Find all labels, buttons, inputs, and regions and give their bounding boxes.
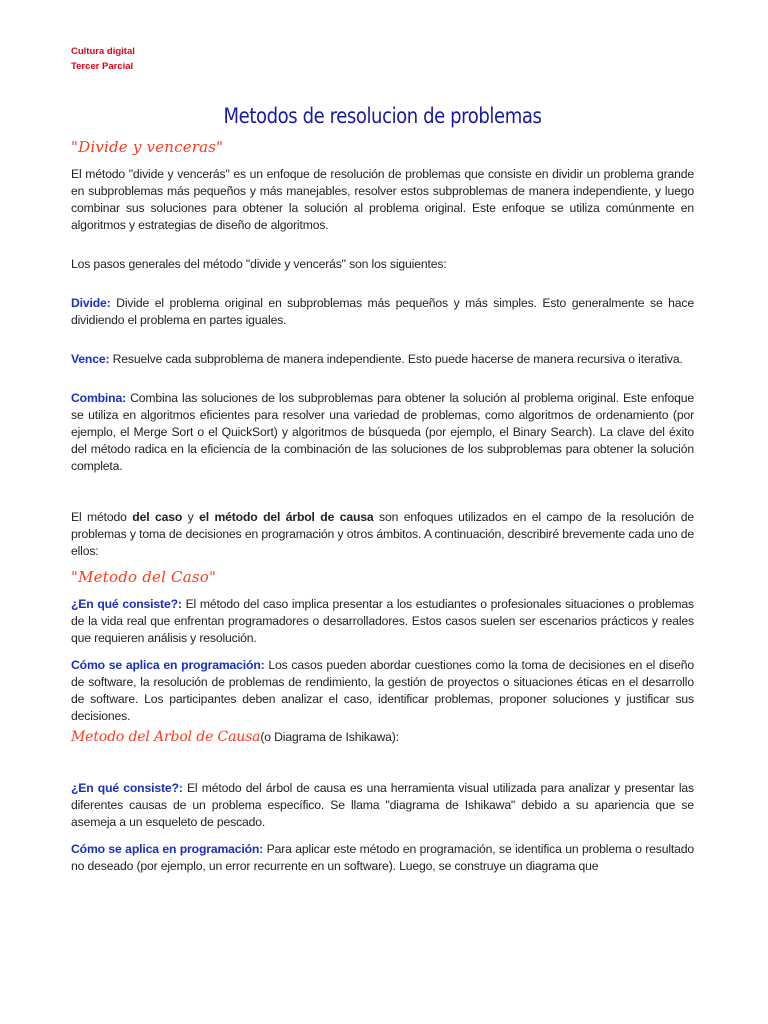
caso-q2-label: Cómo se aplica en programación: — [71, 658, 265, 672]
caso-q2 — [71, 657, 694, 725]
step-divide-label: Divide: — [71, 296, 111, 310]
divide-heading: "Divide y venceras" — [71, 138, 224, 156]
caso-heading: "Metodo del Caso" — [71, 568, 217, 586]
divide-intro: El método "divide y vencerás" es un enfoque de resolución de problemas que consiste en dividir un problema grande en subproblemas más pequeños y más manejables, resolver estos subproblemas de manera independiente, y luego combinar sus soluciones para obtener la solución al problema original. Este enfoque se utiliza comúnmente en algoritmos y estrategias de diseño de algoritmos. — [71, 167, 694, 232]
arbol-q1 — [71, 780, 694, 831]
course-name: Cultura digital — [71, 46, 135, 57]
steps-intro: Los pasos generales del método "divide y vencerás" son los siguientes: — [71, 257, 447, 271]
caso-q2-text: Los casos pueden abordar cuestiones como la toma de decisiones en el diseño de software, la resolución de problemas de rendimiento, la gestión de proyectos o situaciones éticas en el desarrollo de software. Los participantes deben analizar el caso, identificar problemas, proponer soluciones y justificar sus decisiones. — [71, 658, 695, 723]
step-vence — [71, 351, 694, 368]
arbol-heading: Metodo del Arbol de Causa — [71, 729, 261, 745]
transition-text-2: y — [182, 510, 200, 524]
transition-bold-caso: del caso — [132, 510, 183, 524]
arbol-q2-label: Cómo se aplica en programación: — [71, 842, 264, 856]
step-combina — [71, 390, 694, 475]
step-vence-text: Resuelve cada subproblema de manera independiente. Esto puede hacerse de manera recursiva o iterativa. — [109, 352, 683, 366]
step-vence-label: Vence: — [71, 352, 110, 366]
transition-paragraph — [71, 509, 694, 560]
term-label: Tercer Parcial — [71, 61, 134, 72]
arbol-q2-text: Para aplicar este método en programación, se identifica un problema o resultado no deseado (por ejemplo, un error recurrente en un software). Luego, se construye un diagrama que — [71, 842, 694, 873]
step-combina-label: Combina: — [71, 391, 126, 405]
arbol-heading-line — [71, 729, 694, 746]
step-divide — [71, 295, 694, 329]
arbol-heading-tail: (o Diagrama de Ishikawa): — [260, 730, 399, 744]
arbol-q1-text: El método del árbol de causa es una herramienta visual utilizada para analizar y presentar las diferentes causas de un problema específico. Se llama "diagrama de Ishikawa" debido a su apariencia que se asemeja a un esqueleto de pescado. — [71, 781, 694, 829]
transition-text-1: El método — [71, 510, 133, 524]
transition-bold-arbol: el método del árbol de causa — [199, 510, 374, 524]
document-header — [71, 44, 694, 74]
arbol-q2 — [71, 841, 694, 875]
transition-text-3: son enfoques utilizados en el campo de la resolución de problemas y toma de decisiones en programación y otros ámbitos. A continuación, describiré brevemente cada uno de ellos: — [71, 510, 695, 558]
caso-q1-label: ¿En qué consiste?: — [71, 597, 182, 611]
step-divide-text: Divide el problema original en subproblemas más pequeños y más simples. Esto generalmente se hace dividiendo el problema en partes iguales. — [71, 296, 694, 327]
caso-q1 — [71, 596, 694, 647]
step-combina-text: Combina las soluciones de los subproblemas para obtener la solución al problema original. Este enfoque se utiliza en algoritmos eficientes para resolver una variedad de problemas, como algoritmos de ordenamiento (por ejemplo, el Merge Sort o el QuickSort) y algoritmos de búsqueda (por ejemplo, el Binary Search). La clave del éxito del método radica en la eficiencia de la combinación de las soluciones de los subproblemas para obtener la solución completa. — [71, 391, 694, 473]
caso-q1-text: El método del caso implica presentar a los estudiantes o profesionales situaciones o problemas de la vida real que enfrentan programadores o desarrolladores. Estos casos suelen ser escenarios prácticos y reales que requieren análisis y resolución. — [71, 597, 694, 645]
document-title: Metodos de resolucion de problemas — [223, 104, 542, 128]
arbol-q1-label: ¿En qué consiste?: — [71, 781, 183, 795]
